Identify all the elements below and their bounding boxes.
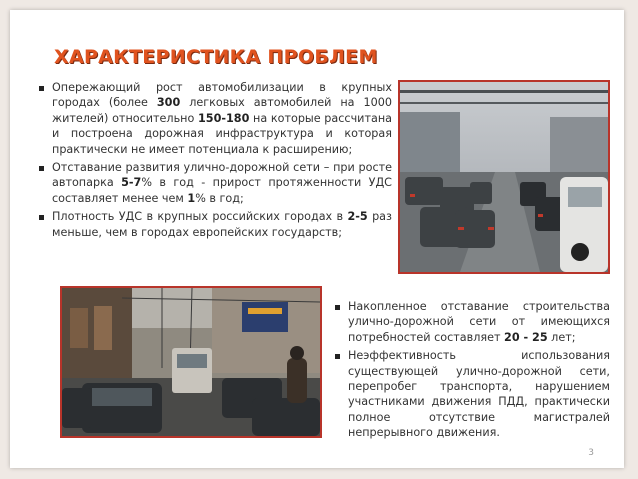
bullet-text: Отставание развития улично-дорожной сети – при росте автопарка	[52, 161, 392, 190]
slide	[10, 10, 624, 468]
bullet-text: % в год;	[195, 191, 244, 205]
bullet-emphasis: 300	[156, 96, 181, 110]
bullet-text: Опережающий рост автомобилизации в крупных городах (более	[52, 81, 392, 110]
bullet-item	[38, 80, 392, 157]
problem-list-left	[38, 80, 392, 243]
bullet-emphasis: 150-180	[198, 111, 250, 125]
slide-title: ХАРАКТЕРИСТИКА ПРОБЛЕМ	[54, 46, 378, 68]
bullet-text: лет;	[547, 330, 576, 344]
bullet-text: Неэффективность использования существующей улично-дорожной сети, перепробег транспорта, нарушением участниками движения ПДД, практически полное отсутствие магистралей непрерывного движения.	[348, 349, 610, 440]
bullet-emphasis: 2-5	[347, 210, 368, 224]
bullet-item	[334, 348, 610, 440]
bullet-item	[38, 160, 392, 206]
bullet-text: Плотность УДС в крупных российских городах в	[52, 210, 348, 224]
bullet-text: на которые рассчитана и построена дорожная инфраструктура и которая практически не имеет потенциала к расширению;	[52, 111, 392, 156]
bullet-emphasis: 5-7	[121, 176, 142, 190]
bullet-text: легковых автомобилей на 1000 жителей) относительно	[52, 96, 392, 125]
city-street-traffic-photo	[60, 286, 322, 438]
bullet-text: раз меньше, чем в городах европейских государств;	[52, 210, 392, 239]
bullet-item	[38, 209, 392, 240]
bullet-item	[334, 299, 610, 345]
bullet-text: % в год - прирост протяженности УДС составляет менее чем	[52, 176, 392, 205]
bullet-text: Накопленное отставание строительства улично-дорожной сети от имеющихся потребностей составляет	[348, 300, 610, 344]
bullet-emphasis: 20 - 25	[504, 330, 548, 344]
page-number: 3	[588, 448, 594, 458]
problem-list-right	[334, 299, 610, 444]
bullet-emphasis: 1	[187, 191, 196, 205]
traffic-jam-highway-photo	[398, 80, 610, 274]
